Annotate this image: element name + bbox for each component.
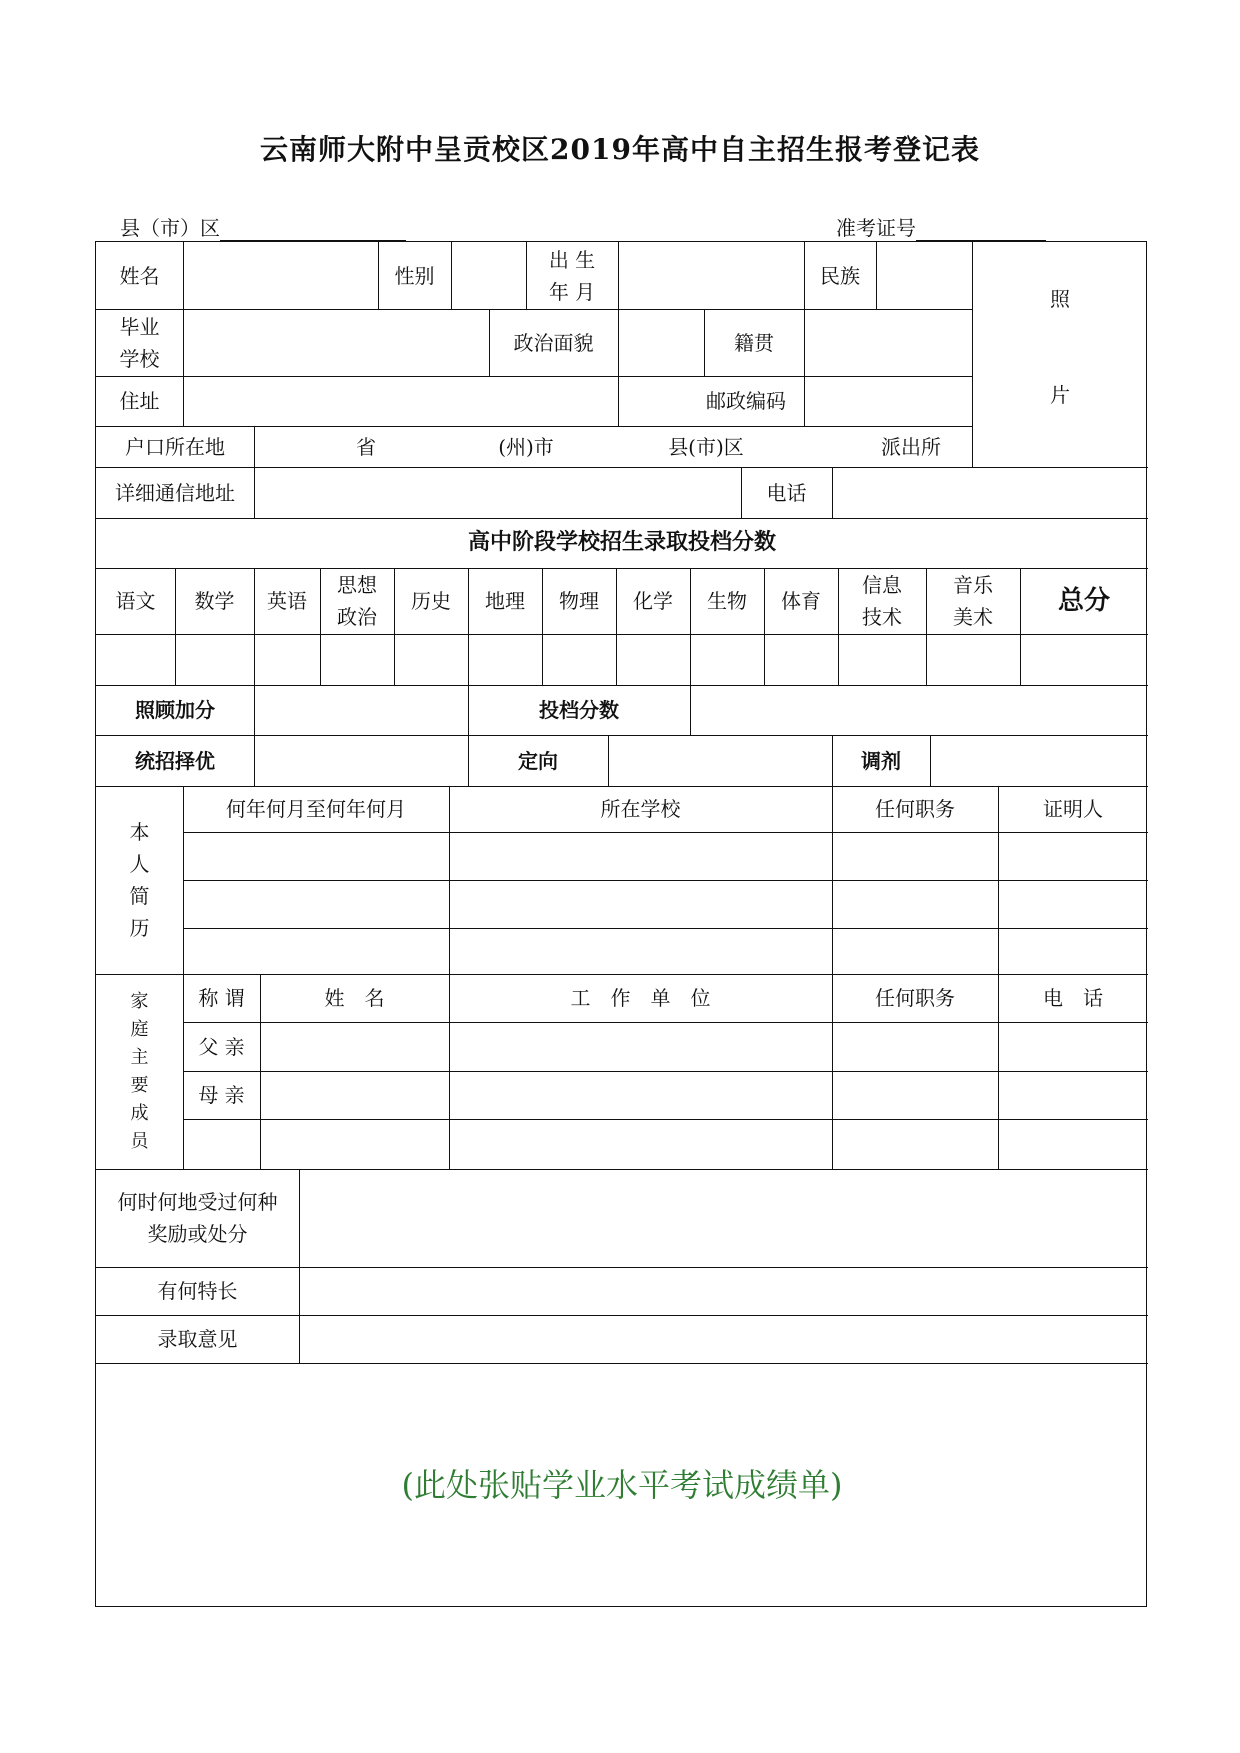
unified-label: 统招择优 [135,748,215,773]
adjust-field[interactable] [931,736,1147,785]
district-label: 县（市）区 [120,216,220,240]
score-music-art[interactable] [927,635,1019,684]
score-history[interactable] [395,635,467,684]
ethnicity-field[interactable] [877,243,971,308]
family-header-name: 姓 名 [324,986,385,1010]
family-label: 家 庭 主 要 成 员 [130,990,149,1152]
photo-label-1: 照 [1050,287,1070,311]
subject-it: 信息 技术 [862,573,902,629]
directed-label: 定向 [518,748,558,773]
care-bonus-label: 照顾加分 [135,698,215,722]
subject-chinese: 语文 [115,589,156,613]
awards-field[interactable] [300,1170,1148,1266]
postcode-label: 邮政编码 [706,389,786,413]
awards-label: 何时何地受过何种 奖励或处分 [117,1190,278,1246]
total-score-label: 总分 [1057,586,1110,616]
care-bonus-field[interactable] [255,686,467,734]
resume-row[interactable] [184,881,1148,927]
family-header-workplace: 工 作 单 位 [570,986,711,1010]
police-label: 派出所 [881,434,941,459]
birth-label: 出 生 年 月 [548,247,596,304]
resume-header-position: 任何职务 [875,797,955,821]
subject-politics: 思想 政治 [337,573,377,629]
score-chinese[interactable] [97,635,174,684]
admission-field[interactable] [300,1316,1148,1362]
form-title: 云南师大附中呈贡校区2019年高中自主招生报考登记表 [260,133,980,166]
family-row-other[interactable] [184,1120,1148,1168]
unified-field[interactable] [255,736,467,785]
family-row-father[interactable] [261,1023,1148,1070]
exam-no-line [836,212,1046,241]
name-field[interactable] [184,243,377,308]
subject-physics: 物理 [559,589,599,613]
county-label: 县(市)区 [668,434,744,459]
filing-score-label: 投档分数 [539,698,619,722]
specialty-field[interactable] [300,1268,1148,1314]
mail-address-label: 详细通信地址 [115,480,235,505]
subject-geography: 地理 [485,589,525,613]
exam-no-label: 准考证号 [836,216,916,240]
resume-label: 本 人 简 历 [129,820,150,940]
score-chemistry[interactable] [617,635,689,684]
school-field[interactable] [184,310,488,375]
school-label: 毕业 学校 [119,314,160,371]
gender-label: 性别 [394,263,435,288]
district-blank[interactable] [220,220,406,241]
resume-row[interactable] [184,833,1148,879]
province-label: 省 [356,434,376,459]
ethnicity-label: 民族 [820,263,860,288]
district-line [120,212,406,241]
family-relation-father: 父 亲 [198,1034,245,1059]
postcode-field[interactable] [805,377,971,425]
mail-address-field[interactable] [255,468,740,517]
family-relation-mother: 母 亲 [198,1083,245,1107]
subject-pe: 体育 [781,589,821,613]
subject-biology: 生物 [707,589,747,613]
score-section-title: 高中阶段学校招生录取投档分数 [467,530,776,555]
score-math[interactable] [176,635,253,684]
political-label: 政治面貌 [513,330,594,355]
name-label: 姓名 [119,263,160,288]
score-total[interactable] [1021,635,1147,684]
subject-math: 数学 [194,589,235,613]
resume-header-witness: 证明人 [1043,797,1103,821]
political-field[interactable] [619,310,703,375]
exam-no-blank[interactable] [916,220,1046,241]
score-physics[interactable] [543,635,615,684]
address-field[interactable] [184,377,617,425]
score-pe[interactable] [765,635,837,684]
birth-field[interactable] [619,243,803,308]
score-biology[interactable] [691,635,763,684]
phone-label: 电话 [766,480,807,505]
family-header-relation: 称 谓 [198,986,245,1010]
resume-header-school: 所在学校 [600,797,681,821]
family-header-position: 任何职务 [875,986,955,1010]
paste-note: (此处张贴学业水平考试成绩单) [401,1465,843,1504]
gender-field[interactable] [452,243,525,308]
specialty-label: 有何特长 [157,1279,238,1303]
family-header-phone: 电 话 [1043,986,1103,1010]
subject-chemistry: 化学 [633,589,673,613]
adjust-label: 调剂 [861,748,901,773]
filing-score-field[interactable] [691,686,1147,734]
score-politics[interactable] [321,635,393,684]
hukou-label: 户口所在地 [125,434,225,459]
subject-music-art: 音乐 美术 [953,573,993,629]
resume-header-period: 何年何月至何年何月 [226,797,406,821]
admission-label: 录取意见 [157,1327,238,1351]
native-label: 籍贯 [734,330,774,355]
family-row-mother[interactable] [261,1072,1148,1118]
phone-field[interactable] [833,468,1147,517]
address-label: 住址 [119,389,160,413]
subject-english: 英语 [267,589,307,613]
resume-row[interactable] [184,929,1148,973]
subject-history: 历史 [411,589,451,613]
registration-table [95,241,1147,1607]
score-english[interactable] [255,635,319,684]
score-it[interactable] [839,635,925,684]
city-label: (州)市 [498,434,554,459]
photo-label-2: 片 [1050,383,1070,407]
native-field[interactable] [805,310,971,375]
score-geography[interactable] [469,635,541,684]
directed-field[interactable] [609,736,831,785]
